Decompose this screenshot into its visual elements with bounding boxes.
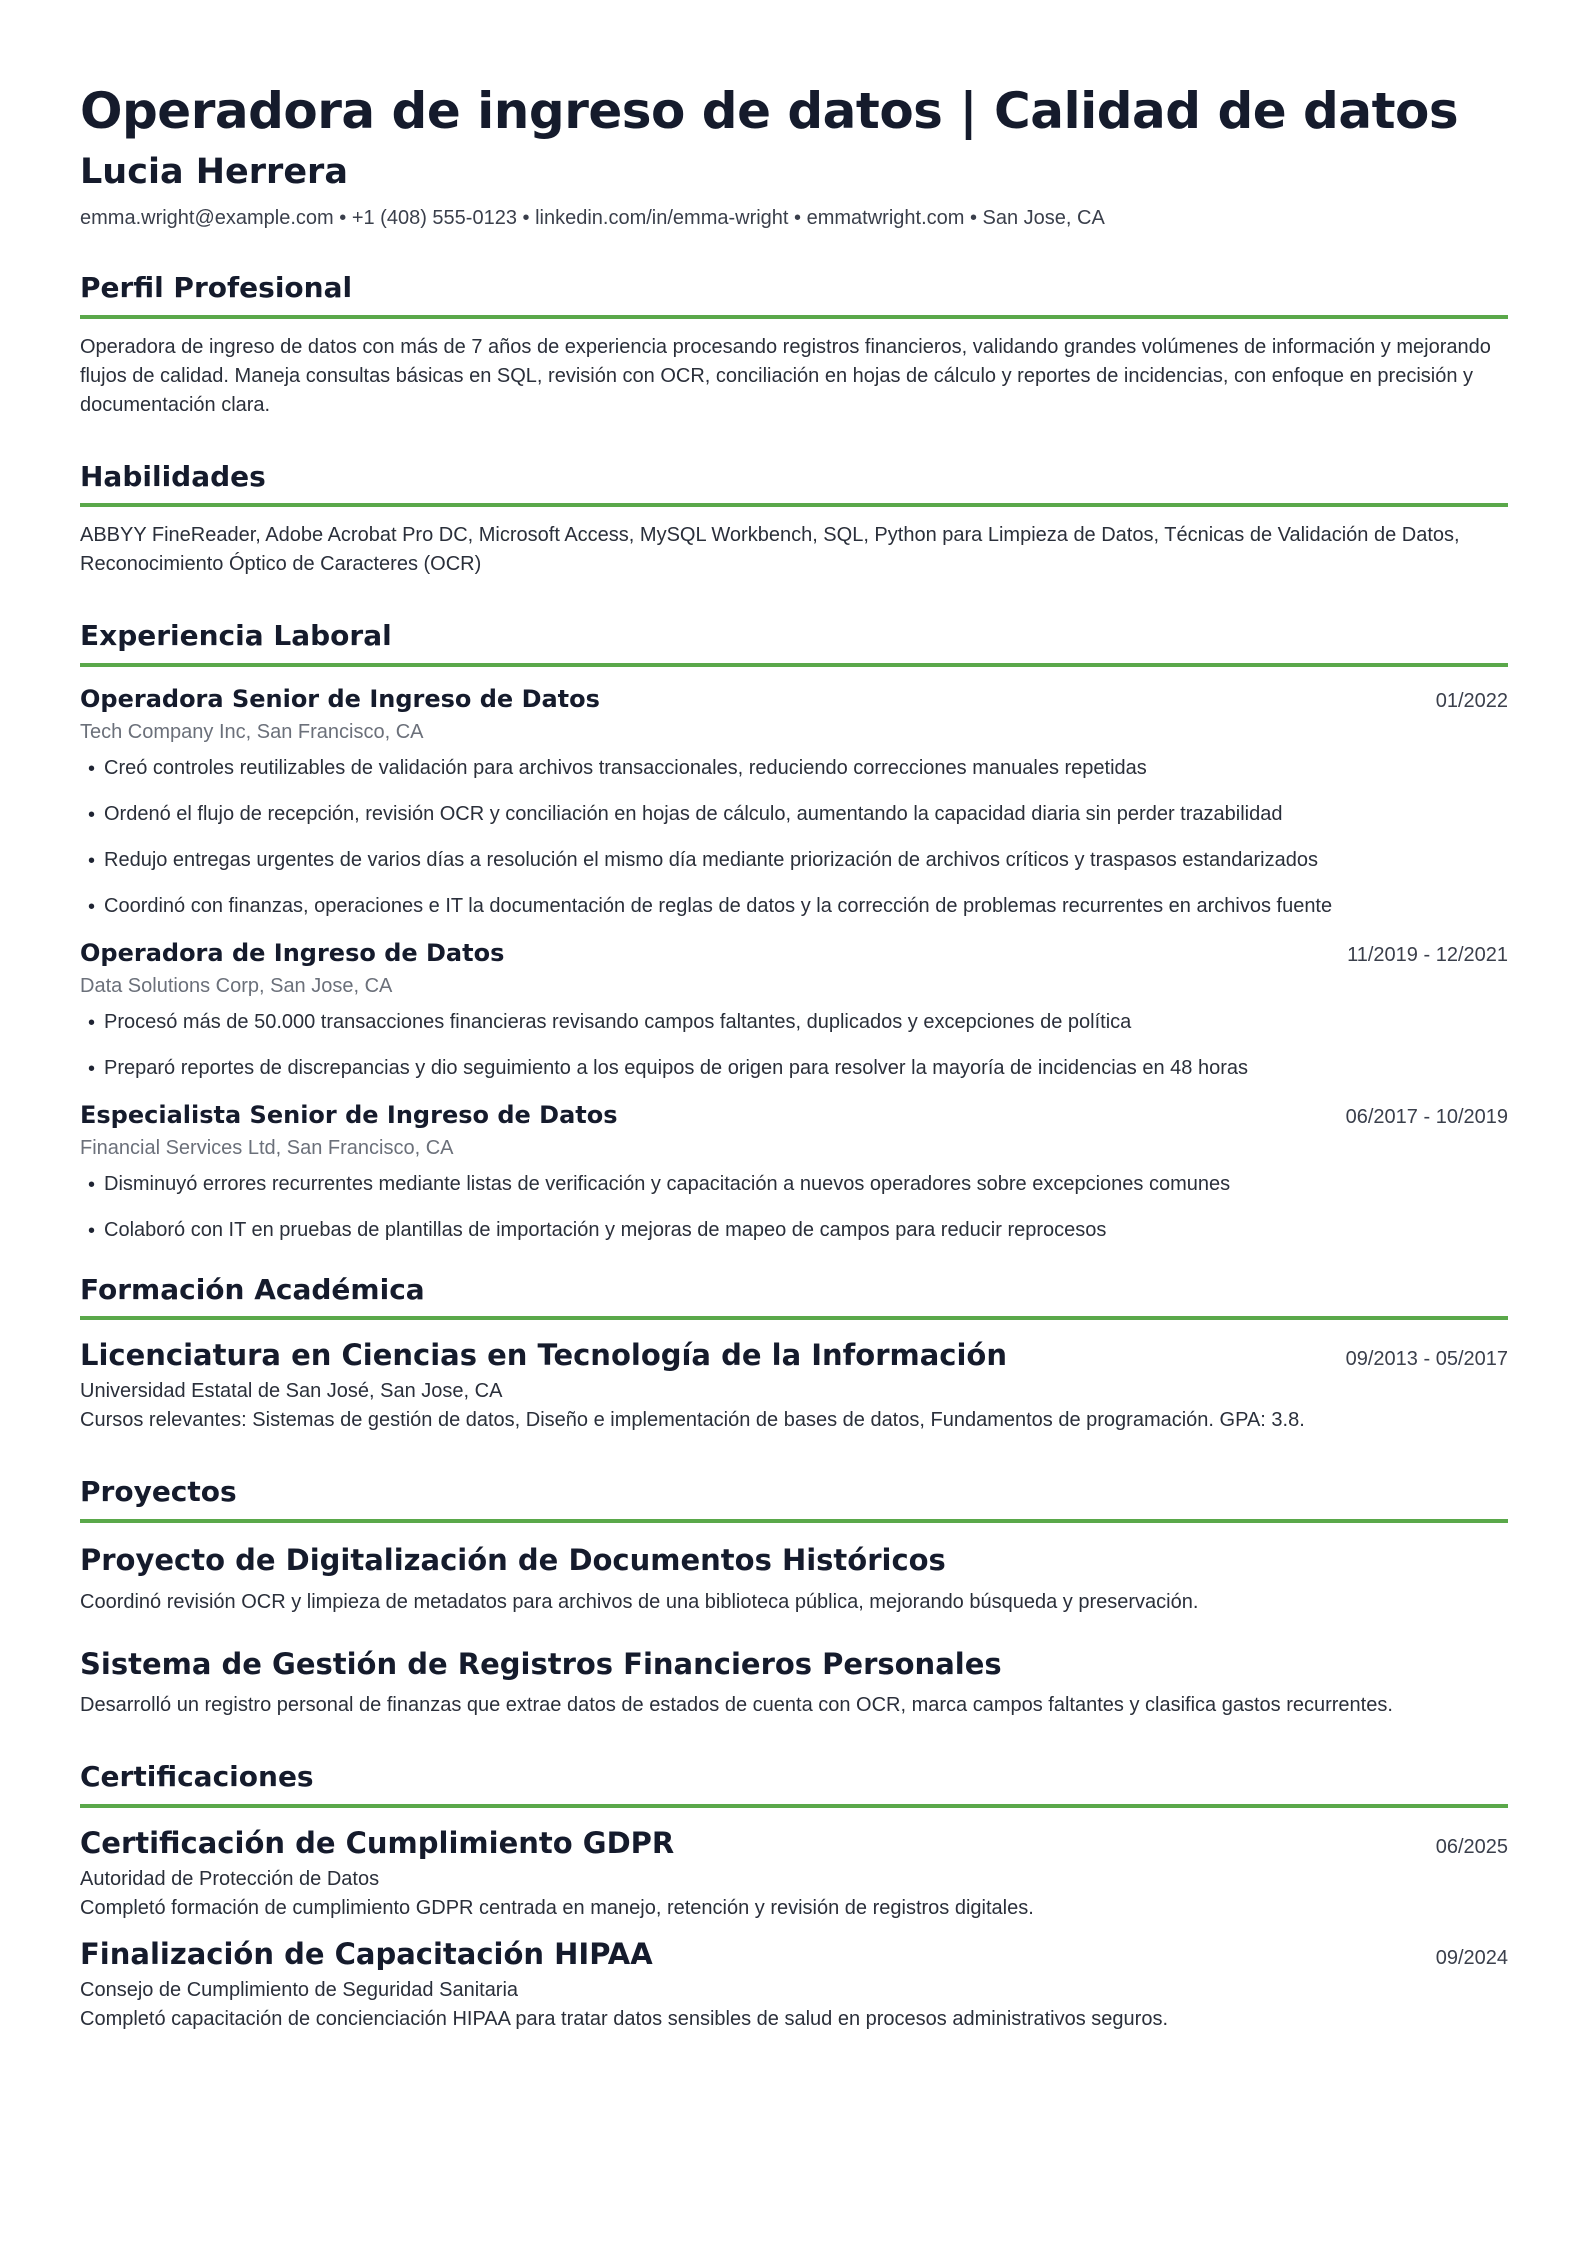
job-bullets xyxy=(80,754,1508,921)
profile-text: Operadora de ingreso de datos con más de 7 años de experiencia procesando registros financieros, validando grandes volúmenes de información y mejorando flujos de calidad. Maneja consultas básicas en SQL, revisión con OCR, conciliación en hojas de cálculo y reportes de incidencias, con enfoque en precisión y documentación clara. xyxy=(80,335,1491,416)
project-text: Coordinó revisión OCR y limpieza de metadatos para archivos de una biblioteca pública, mejorando búsqueda y preservación. xyxy=(80,1590,1199,1613)
job-bullet: • Redujo entregas urgentes de varios días a resolución el mismo día mediante priorización de archivos críticos y traspasos estandarizados xyxy=(80,846,1508,875)
project-entry xyxy=(80,1647,1508,1721)
certification-date: 06/2025 xyxy=(1435,1835,1508,1858)
education-entry xyxy=(80,1338,1508,1435)
certification-title: Certificación de Cumplimiento GDPR xyxy=(80,1825,675,1860)
section-title-skills: Habilidades xyxy=(80,460,1508,508)
job-date: 01/2022 xyxy=(1435,689,1508,712)
headline: Operadora de ingreso de datos | Calidad de datos xyxy=(80,82,1459,140)
education-section xyxy=(80,1273,1508,1435)
resume-header xyxy=(80,82,1508,231)
education-courses: Cursos relevantes: Sistemas de gestión de datos, Diseño e implementación de bases de datos, Fundamentos de programación. GPA: 3.8. xyxy=(80,1409,1305,1432)
job-company: Data Solutions Corp, San Jose, CA xyxy=(80,974,393,997)
certification-title: Finalización de Capacitación HIPAA xyxy=(80,1936,653,1971)
job-entry xyxy=(80,939,1508,1083)
certification-entry xyxy=(80,1937,1508,2034)
certification-issuer: Consejo de Cumplimiento de Seguridad Sanitaria xyxy=(80,1978,519,2001)
section-title-education: Formación Académica xyxy=(80,1273,1508,1321)
job-company: Financial Services Ltd, San Francisco, CA xyxy=(80,1136,454,1159)
job-bullet: • Coordinó con finanzas, operaciones e IT la documentación de reglas de datos y la corrección de problemas recurrentes en archivos fuente xyxy=(80,892,1508,921)
job-bullet: • Creó controles reutilizables de validación para archivos transaccionales, reduciendo correcciones manuales repetidas xyxy=(80,754,1508,783)
education-date: 09/2013 - 05/2017 xyxy=(1345,1348,1508,1371)
job-bullet: • Procesó más de 50.000 transacciones financieras revisando campos faltantes, duplicados y excepciones de política xyxy=(80,1008,1508,1037)
job-bullets xyxy=(80,1170,1508,1245)
project-title: Proyecto de Digitalización de Documentos Históricos xyxy=(80,1542,946,1577)
section-title-projects: Proyectos xyxy=(80,1475,1508,1523)
project-entry xyxy=(80,1543,1508,1617)
job-bullet: • Ordenó el flujo de recepción, revisión OCR y conciliación en hojas de cálculo, aumentando la capacidad diaria sin perder trazabilidad xyxy=(80,800,1508,829)
job-title: Operadora de Ingreso de Datos xyxy=(80,938,505,967)
job-date: 11/2019 - 12/2021 xyxy=(1347,943,1508,966)
job-bullet: • Disminuyó errores recurrentes mediante listas de verificación y capacitación a nuevos operadores sobre excepciones comunes xyxy=(80,1170,1508,1199)
degree-title: Licenciatura en Ciencias en Tecnología de la Información xyxy=(80,1338,1007,1373)
certification-date: 09/2024 xyxy=(1435,1946,1508,1969)
profile-section xyxy=(80,271,1508,420)
job-bullet: • Colaboró con IT en pruebas de plantillas de importación y mejoras de mapeo de campos para reducir reprocesos xyxy=(80,1216,1508,1245)
contact-line: emma.wright@example.com • +1 (408) 555-0123 • linkedin.com/in/emma-wright • emmatwright.com • San Jose, CA xyxy=(80,207,1105,229)
certification-entry xyxy=(80,1826,1508,1923)
certification-text: Completó capacitación de concienciación HIPAA para tratar datos sensibles de salud en procesos administrativos seguros. xyxy=(80,2007,1168,2030)
school-name: Universidad Estatal de San José, San Jose, CA xyxy=(80,1380,503,1403)
job-title: Especialista Senior de Ingreso de Datos xyxy=(80,1100,618,1129)
project-text: Desarrolló un registro personal de finanzas que extrae datos de estados de cuenta con OCR, marca campos faltantes y clasifica gastos recurrentes. xyxy=(80,1694,1393,1717)
project-title: Sistema de Gestión de Registros Financieros Personales xyxy=(80,1646,1002,1681)
job-date: 06/2017 - 10/2019 xyxy=(1345,1105,1508,1128)
job-entry xyxy=(80,1101,1508,1245)
projects-section xyxy=(80,1475,1508,1720)
job-bullets xyxy=(80,1008,1508,1083)
job-entry xyxy=(80,685,1508,921)
section-title-experience: Experiencia Laboral xyxy=(80,619,1508,667)
section-title-certifications: Certificaciones xyxy=(80,1760,1508,1808)
skills-text: ABBYY FineReader, Adobe Acrobat Pro DC, Microsoft Access, MySQL Workbench, SQL, Python para Limpieza de Datos, Técnicas de Validación de Datos, Reconocimiento Óptico de Caracteres (OCR) xyxy=(80,524,1460,576)
candidate-name: Lucia Herrera xyxy=(80,152,348,192)
certification-text: Completó formación de cumplimiento GDPR centrada en manejo, retención y revisión de registros digitales. xyxy=(80,1896,1034,1919)
skills-section xyxy=(80,460,1508,580)
job-company: Tech Company Inc, San Francisco, CA xyxy=(80,720,424,743)
job-bullet: • Preparó reportes de discrepancias y dio seguimiento a los equipos de origen para resolver la mayoría de incidencias en 48 horas xyxy=(80,1054,1508,1083)
certification-issuer: Autoridad de Protección de Datos xyxy=(80,1867,380,1890)
section-title-profile: Perfil Profesional xyxy=(80,271,1508,319)
certifications-section xyxy=(80,1760,1508,2033)
job-title: Operadora Senior de Ingreso de Datos xyxy=(80,684,600,713)
experience-section xyxy=(80,619,1508,1245)
